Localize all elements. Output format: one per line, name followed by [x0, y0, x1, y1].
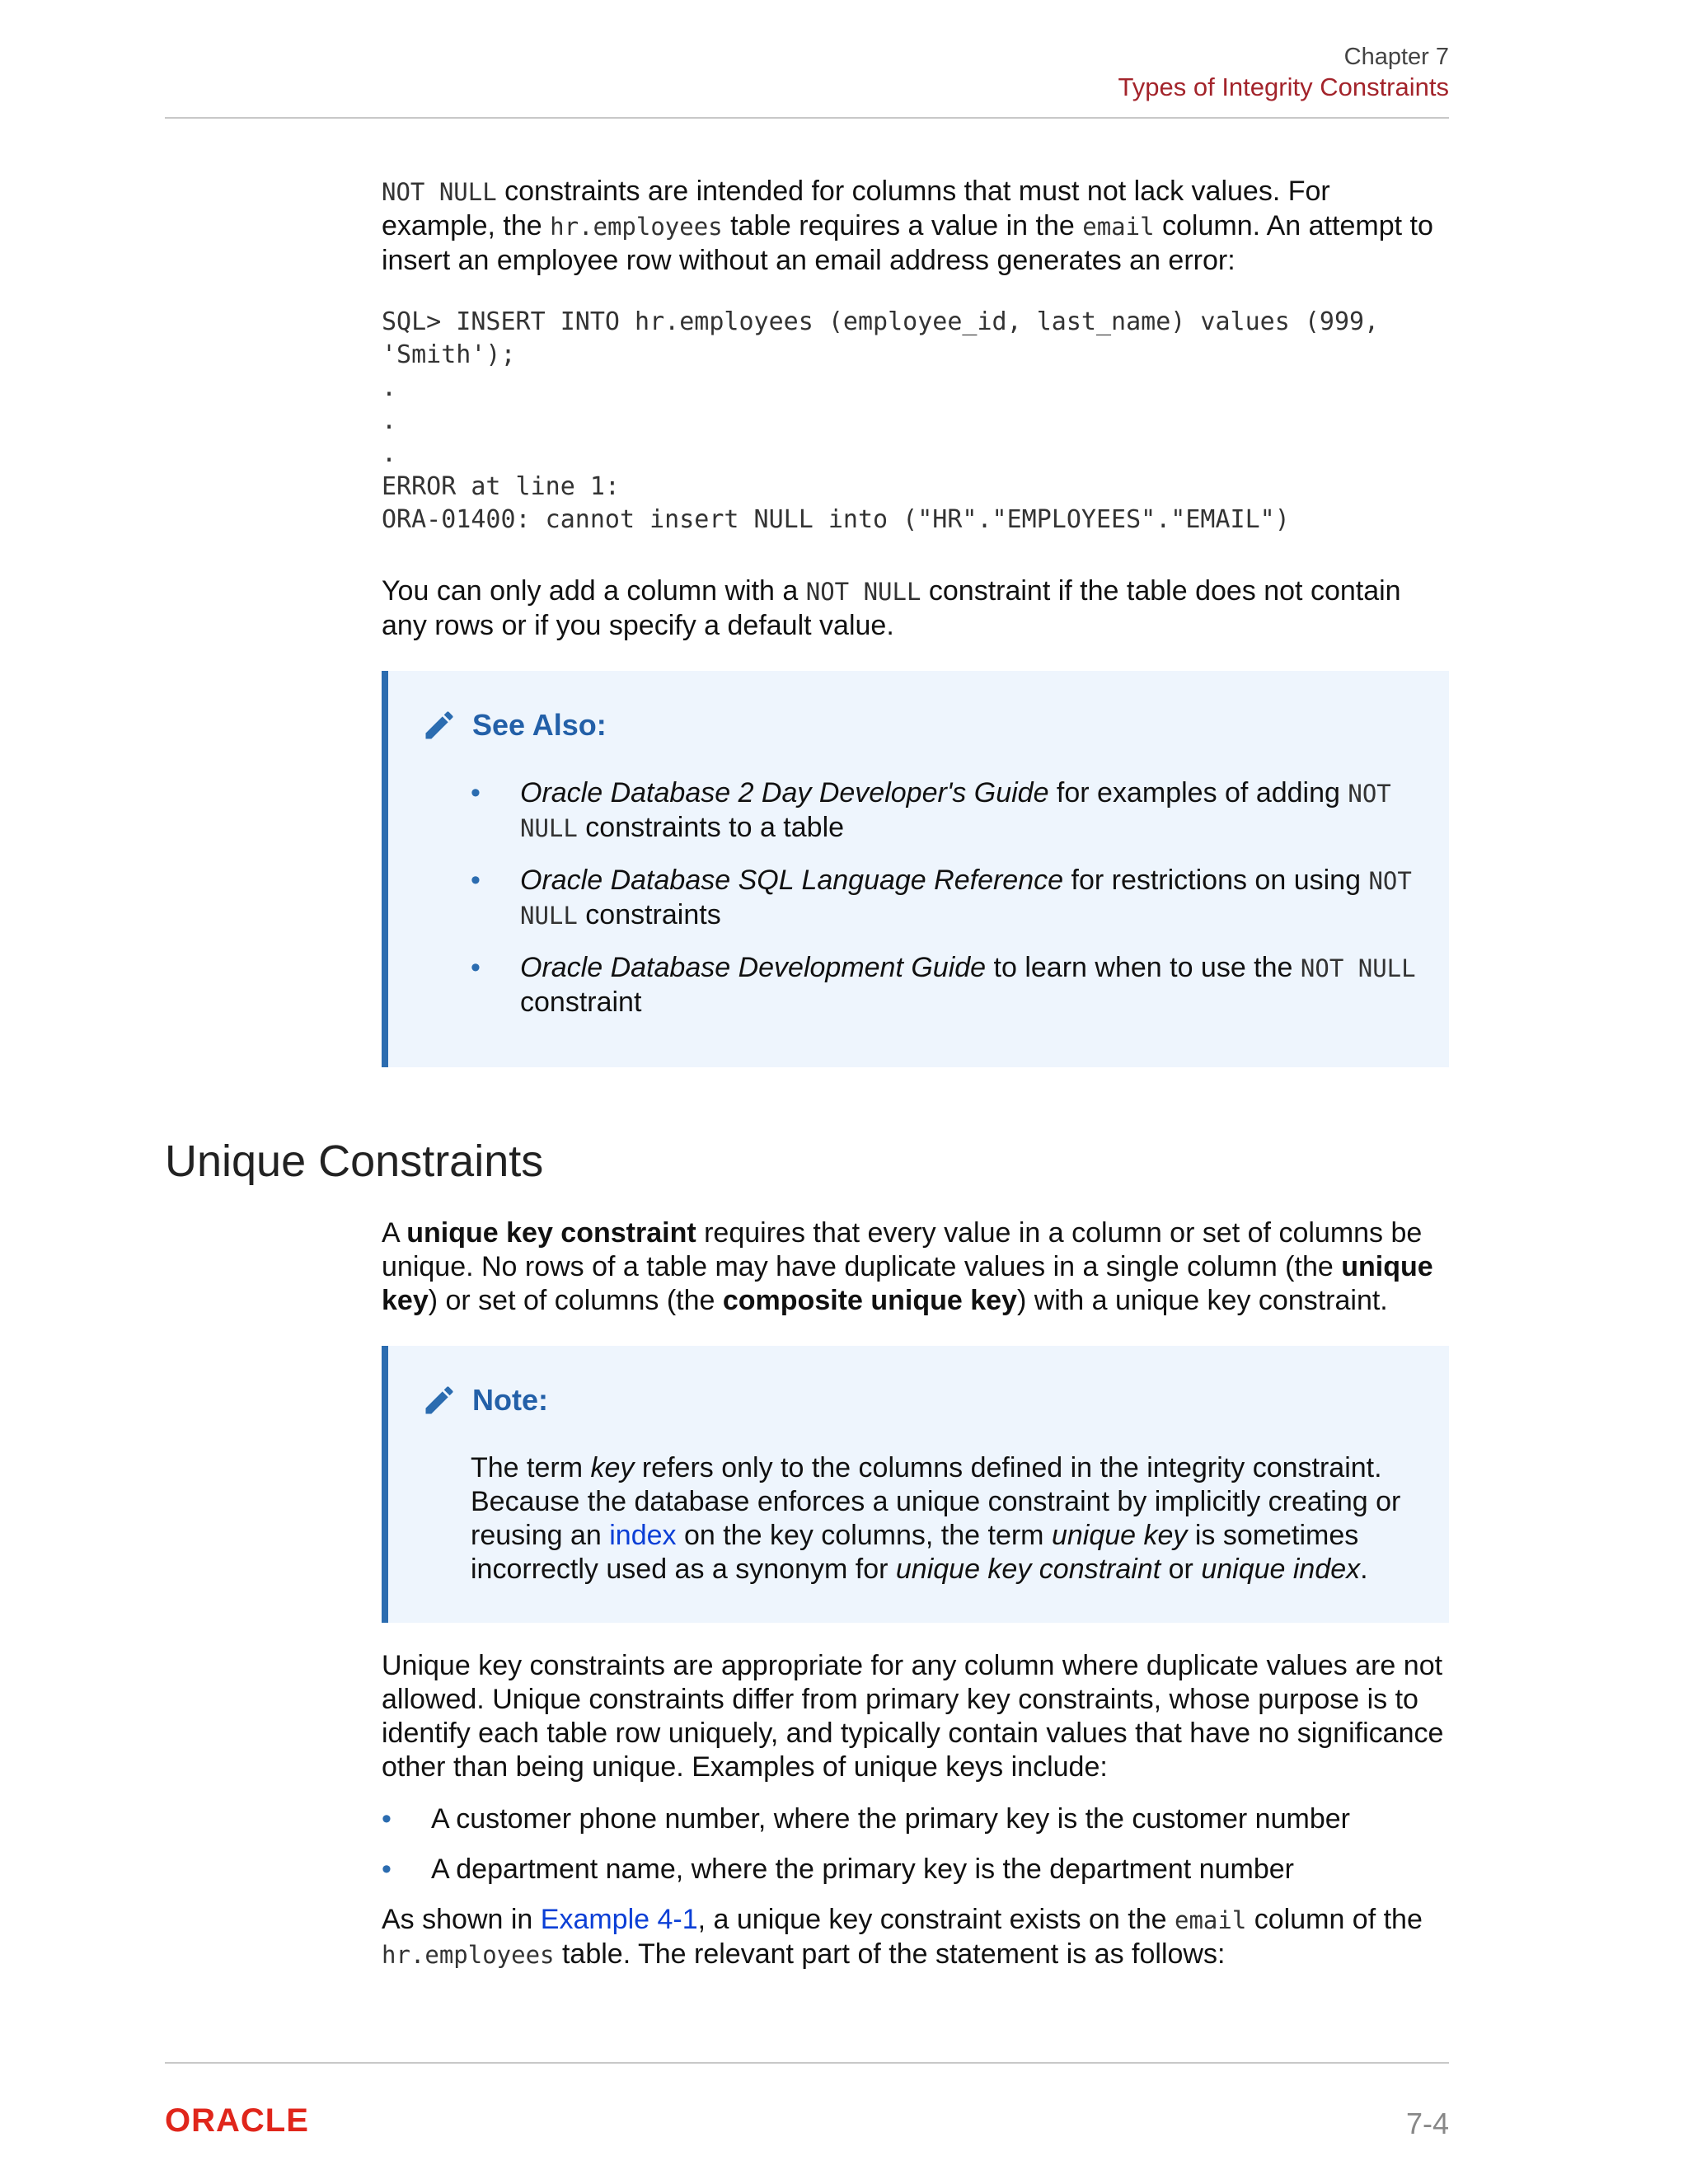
- note-text: The term key refers only to the columns defined in the integrity constraint. Because the database enforces a unique constraint by implicitly creating or reusing an index on the key columns, the term unique key is sometimes incorrectly used as a synonym for unique key constraint or unique index.: [471, 1452, 1401, 1585]
- doc-title[interactable]: Oracle Database 2 Day Developer's Guide: [520, 777, 1049, 808]
- doc-title[interactable]: Oracle Database Development Guide: [520, 952, 987, 983]
- code-example: SQL> INSERT INTO hr.employees (employee_id, last_name) values (999, 'Smith'); . . . ERROR at line 1: ORA-01400: cannot insert NULL into ("HR"."EMPLOYEES"."EMAIL"): [382, 307, 1380, 534]
- page-number: 7-4: [1405, 2107, 1449, 2140]
- list-item: • A customer phone number, where the primary key is the customer number: [382, 1803, 1350, 1835]
- not-null-paragraph: You can only add a column with a NOT NULL constraint if the table does not contain any rows or if you specify a default value.: [382, 575, 1401, 641]
- main-content: [382, 175, 1449, 1094]
- bullet-icon: •: [382, 1803, 392, 1835]
- unique-usage-paragraph: Unique key constraints are appropriate for any column where duplicate values are not allowed. Unique constraints differ from primary key constraints, whose purpose is to identify each table row uniquely, and typically contain values that have no significance other than being unique. Examples of unique keys include:: [382, 1650, 1444, 1783]
- chapter-label: Chapter 7: [1343, 44, 1449, 70]
- unique-content: [382, 1216, 1449, 2000]
- callout-title: Note:: [421, 1382, 1416, 1418]
- examples-list: [382, 1802, 1449, 1886]
- pencil-icon: [421, 707, 457, 743]
- list-item: • Oracle Database 2 Day Developer's Guide for examples of adding NOT NULL constraints to a table: [471, 777, 1391, 843]
- inline-code: NOT NULL: [382, 178, 497, 206]
- unique-intro-paragraph: A unique key constraint requires that every value in a column or set of columns be unique. No rows of a table may have duplicate values in a single column (the unique key) or set of columns (the composite unique key) with a unique key constraint.: [382, 1217, 1433, 1316]
- example-reference-paragraph: As shown in Example 4-1, a unique key constraint exists on the email column of the hr.employees table. The relevant part of the statement is as follows:: [382, 1904, 1423, 1970]
- bullet-icon: •: [382, 1854, 392, 1885]
- intro-paragraph: NOT NULL constraints are intended for columns that must not lack values. For example, the hr.employees table requires a value in the email column. An attempt to insert an employee row without an email address generates an error:: [382, 176, 1433, 276]
- pencil-icon: [421, 1382, 457, 1418]
- bullet-icon: •: [471, 865, 481, 896]
- callout-title: See Also:: [421, 707, 1416, 743]
- section-heading: Unique Constraints: [165, 1137, 544, 1186]
- see-also-list: [421, 776, 1416, 1019]
- footer-divider: [165, 2062, 1449, 2064]
- svg-text:ORACLE: ORACLE: [165, 2102, 309, 2138]
- index-link[interactable]: index: [609, 1520, 677, 1551]
- list-item: • A department name, where the primary key is the department number: [382, 1854, 1294, 1885]
- see-also-callout: [382, 671, 1449, 1067]
- inline-code: NOT NULL: [805, 578, 921, 606]
- oracle-logo: [165, 2102, 363, 2142]
- header-divider: [165, 117, 1449, 119]
- bullet-icon: •: [471, 952, 481, 983]
- note-callout: [382, 1346, 1449, 1623]
- page-header: [165, 43, 1449, 104]
- bullet-icon: •: [471, 777, 481, 808]
- doc-title[interactable]: Oracle Database SQL Language Reference: [520, 865, 1064, 896]
- example-4-1-link[interactable]: Example 4-1: [540, 1904, 698, 1935]
- list-item: • Oracle Database SQL Language Reference for restrictions on using NOT NULL constraints: [471, 865, 1412, 930]
- inline-code: hr.employees: [550, 213, 723, 241]
- oracle-logo-mark: [165, 2102, 363, 2138]
- inline-code: hr.employees: [382, 1941, 555, 1969]
- inline-code: email: [1174, 1906, 1247, 1934]
- inline-code: email: [1082, 213, 1155, 241]
- list-item: • Oracle Database Development Guide to learn when to use the NOT NULL constraint: [471, 952, 1416, 1018]
- section-title: Types of Integrity Constraints: [1118, 73, 1449, 101]
